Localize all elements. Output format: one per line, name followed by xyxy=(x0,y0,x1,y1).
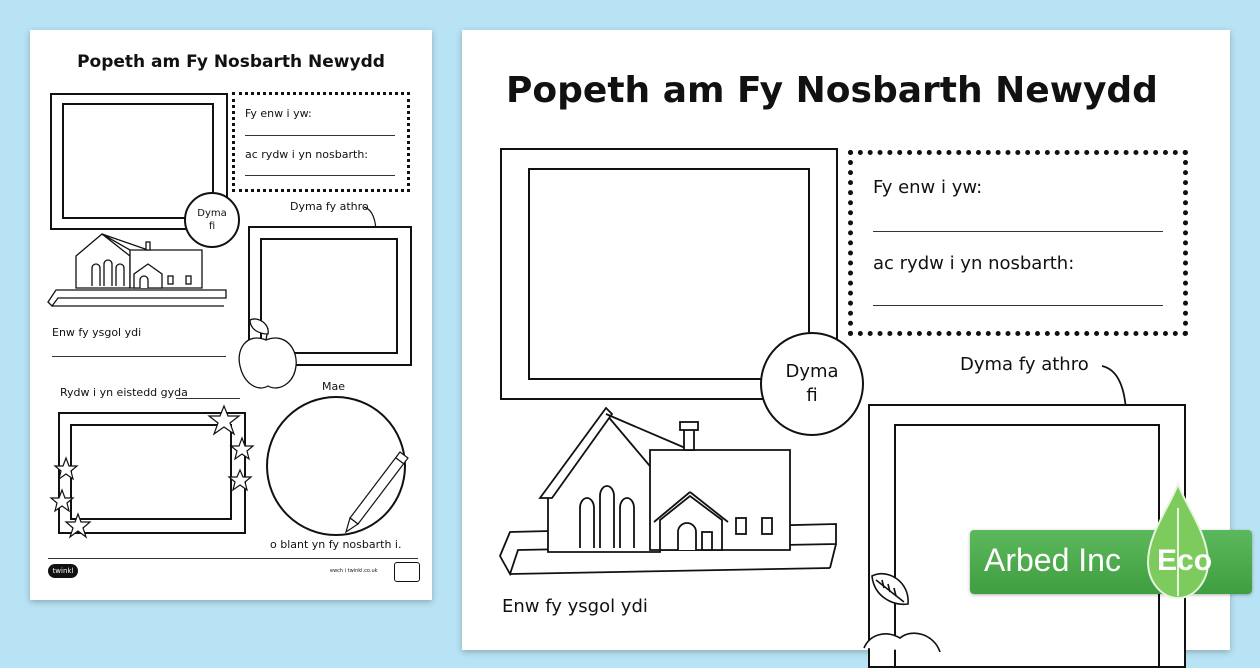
school-building-icon xyxy=(48,228,228,310)
name-prompt-large: Fy enw i yw: xyxy=(873,177,983,198)
eco-badge-text: Arbed Inc xyxy=(984,542,1121,578)
teacher-label: Dyma fy athro xyxy=(290,200,369,213)
sitting-with-prompt: Rydw i yn eistedd gyda xyxy=(60,386,188,399)
footer-logo: twinkl xyxy=(48,564,78,578)
name-prompt: Fy enw i yw: xyxy=(245,107,312,120)
page-title: Popeth am Fy Nosbarth Newydd xyxy=(77,52,385,72)
footer-text: ewch i twinkl.co.uk xyxy=(330,568,378,574)
children-label: o blant yn fy nosbarth i. xyxy=(270,538,402,551)
class-prompt: ac rydw i yn nosbarth: xyxy=(245,148,368,161)
this-is-me-label-1: Dyma xyxy=(197,208,227,219)
stars-icon xyxy=(48,402,258,552)
name-line-large xyxy=(873,231,1163,232)
class-prompt-large: ac rydw i yn nosbarth: xyxy=(873,253,1075,274)
worksheet-preview-thumbnail[interactable] xyxy=(30,30,432,600)
name-line xyxy=(245,135,395,136)
page-title-large: Popeth am Fy Nosbarth Newydd xyxy=(506,70,1158,111)
name-box-large xyxy=(848,150,1188,336)
name-box xyxy=(232,92,410,192)
school-name-line xyxy=(52,356,226,357)
eco-badge xyxy=(970,530,1252,594)
school-building-icon-large xyxy=(500,408,840,584)
this-is-me-label-2: fi xyxy=(208,221,216,232)
school-name-prompt-large: Enw fy ysgol ydi xyxy=(502,596,648,617)
this-is-me-label-large-2: fi xyxy=(806,385,818,406)
teacher-label-large: Dyma fy athro xyxy=(960,354,1089,375)
there-are-label: Mae xyxy=(322,380,345,393)
sitting-with-line xyxy=(176,398,240,399)
photo-frame-inner-large xyxy=(528,168,810,380)
class-line-large xyxy=(873,305,1163,306)
apple-icon xyxy=(236,318,302,392)
this-is-me-label-large-1: Dyma xyxy=(785,361,839,382)
leaf-drop-icon xyxy=(1146,484,1213,602)
pencil-icon xyxy=(342,450,412,536)
eco-badge-eco: Eco xyxy=(1157,544,1213,577)
footer-divider xyxy=(48,558,418,559)
apple-icon-large xyxy=(864,568,954,658)
class-line xyxy=(245,175,395,176)
school-name-prompt: Enw fy ysgol ydi xyxy=(52,326,142,339)
footer-badge xyxy=(394,562,420,582)
